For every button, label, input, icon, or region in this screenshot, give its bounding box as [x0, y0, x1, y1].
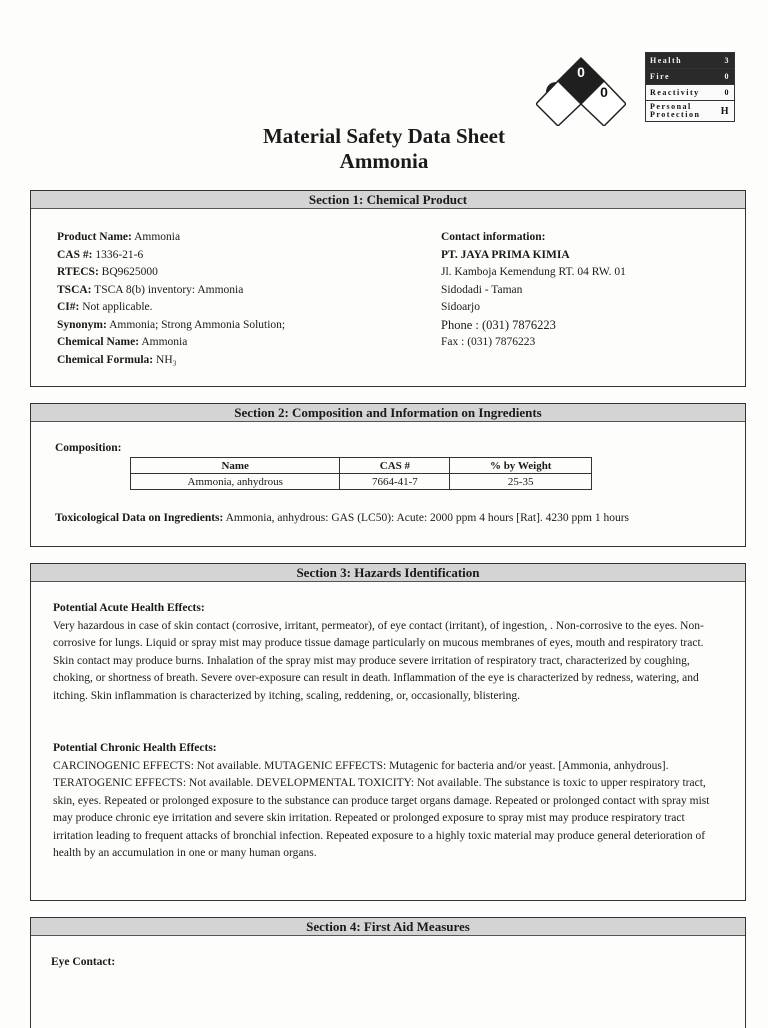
field-tsca: TSCA: TSCA 8(b) inventory: Ammonia [57, 283, 244, 296]
field-cas: CAS #: 1336-21-6 [57, 248, 144, 261]
section-first-aid [30, 917, 746, 1028]
table-header-row [131, 458, 592, 474]
nfpa-reactivity-value: 0 [600, 84, 608, 100]
section-hazards [30, 563, 746, 901]
address-line-2: Sidodadi - Taman [441, 283, 523, 296]
fax-number: Fax : (031) 7876223 [441, 336, 536, 348]
document-title: Material Safety Data Sheet [262, 124, 505, 148]
field-chemical-name: Chemical Name: Ammonia [57, 336, 188, 348]
product-fields [57, 229, 285, 369]
nfpa-diamond [536, 56, 626, 126]
field-ci: CI#: Not applicable. [57, 301, 153, 313]
hmis-row-personal-protection: Personal Protection H [646, 101, 734, 121]
composition-label: Composition: [55, 442, 122, 454]
hmis-row-health: Health 3 [646, 53, 734, 69]
section-chemical-product [30, 190, 746, 387]
address-line-3: Sidoarjo [441, 301, 480, 313]
field-product-name: Product Name: Ammonia [57, 231, 181, 243]
acute-effects [53, 600, 723, 705]
acute-effects-text: Very hazardous in case of skin contact (corrosive, irritant, permeator), of eye contact (irritant), of ingestion, . Non-corrosive to the eyes. Non-corrosive for lungs. Liquid or spray mist may produce tissue damage particularly on mucous membranes of eyes, mouth and respiratory tract. Skin contact may produce burns. Inhalation of the spray mist may produce severe irritation of respiratory tract, characterized by coughing, choking, or shortness of breath. Severe over-exposure can result in death. Inflammation of the eye is characterized by redness, watering, and itching. Skin inflammation is characterized by itching, scaling, reddening, or, occasionally, blistering. [53, 619, 704, 702]
table-row [131, 474, 592, 490]
nfpa-fire-value: 0 [577, 64, 585, 80]
eye-contact-label: Eye Contact: [51, 956, 116, 968]
contact-label: Contact information: [441, 231, 546, 243]
cell-cas: 7664-41-7 [340, 474, 450, 490]
contact-information [441, 229, 626, 352]
field-chemical-formula: Chemical Formula: NH₃ [57, 353, 177, 366]
hmis-row-reactivity: Reactivity 0 [646, 85, 734, 101]
acute-effects-heading: Potential Acute Health Effects: [53, 602, 205, 614]
section-heading: Section 2: Composition and Information on Ingredients [31, 404, 745, 422]
chronic-effects-text: CARCINOGENIC EFFECTS: Not available. MUTAGENIC EFFECTS: Mutagenic for bacteria and/or yeast. [Ammonia, anhydrous]. TERATOGENIC EFFECTS: Not available. DEVELOPMENTAL TOXICITY: Not available. The substance is toxic to upper respiratory tract, skin, eyes. Repeated or prolonged exposure to the substance can produce target organs damage. Repeated or prolonged contact with spray mist may produce chronic eye irritation and severe skin irritation. Repeated or prolonged exposure to spray mist may produce respiratory tract irritation leading to frequent attacks of bronchial infection. Repeated exposure to a highly toxic material may produce general deterioration of health by an accumulation in one or many human organs. [53, 759, 710, 859]
chronic-effects [53, 740, 723, 863]
column-header-name: Name [131, 458, 340, 474]
composition-table [130, 457, 592, 490]
toxicological-data: Toxicological Data on Ingredients: Ammonia, anhydrous: GAS (LC50): Acute: 2000 ppm 4 hours [Rat]. 4230 ppm 1 hours [55, 512, 630, 524]
chronic-effects-heading: Potential Chronic Health Effects: [53, 742, 217, 754]
address-line-1: Jl. Kamboja Kemendung RT. 04 RW. 01 [441, 266, 626, 278]
cell-name: Ammonia, anhydrous [131, 474, 340, 490]
document-subtitle: Ammonia [339, 149, 429, 173]
section-composition [30, 403, 746, 547]
document-title-block [0, 124, 768, 174]
section-heading: Section 3: Hazards Identification [31, 564, 745, 582]
company-name: PT. JAYA PRIMA KIMIA [441, 248, 570, 261]
cell-weight: 25-35 [450, 474, 592, 490]
column-header-weight: % by Weight [450, 458, 592, 474]
hmis-label [645, 52, 735, 122]
hmis-row-fire: Fire 0 [646, 69, 734, 85]
section-heading: Section 1: Chemical Product [31, 191, 745, 209]
section-heading: Section 4: First Aid Measures [31, 918, 745, 936]
nfpa-health-value: 2 [554, 84, 562, 100]
field-synonym: Synonym: Ammonia; Strong Ammonia Solution; [57, 318, 286, 331]
field-rtecs: RTECS: BQ9625000 [57, 266, 158, 278]
phone-number: Phone : (031) 7876223 [441, 317, 556, 332]
column-header-cas: CAS # [340, 458, 450, 474]
